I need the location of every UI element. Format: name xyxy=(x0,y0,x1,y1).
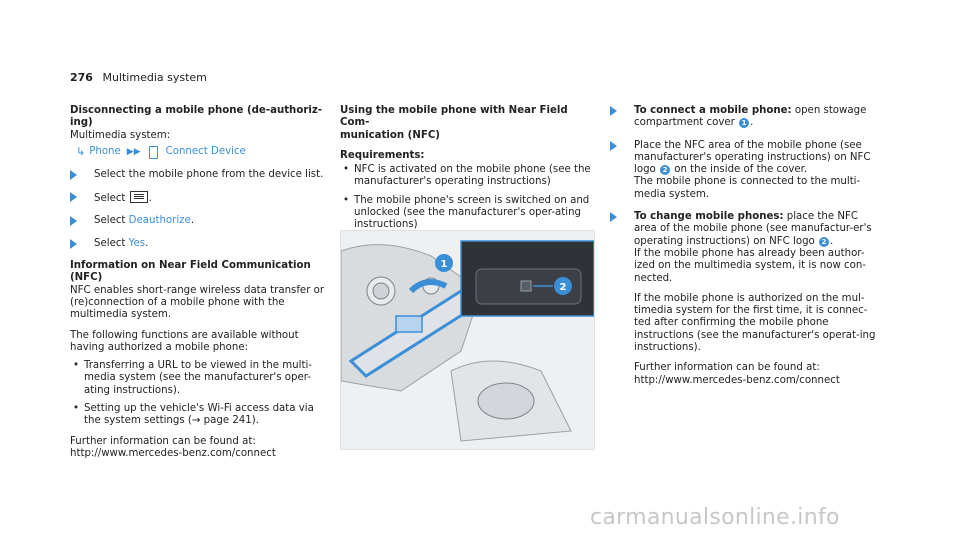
nav-path xyxy=(70,146,330,159)
step-select-yes xyxy=(70,238,330,250)
step-triangle-icon xyxy=(610,212,617,222)
console-illustration xyxy=(340,230,595,450)
deauthorize-link[interactable]: Deauthorize xyxy=(128,215,191,227)
further-info: Further information can be found at: http://www.mercedes-benz.com/connect xyxy=(70,435,276,459)
nav-phone-link[interactable]: Phone xyxy=(89,146,121,158)
step-result: The mobile phone is connected to the multi-media system. xyxy=(634,176,861,200)
callout-2: 2 xyxy=(559,282,567,293)
list-item: • Setting up the vehicle's Wi-Fi access data via the system settings (→ page 241). xyxy=(70,403,330,428)
step-triangle-icon xyxy=(70,170,77,180)
functions-intro: The following functions are available without having authorized a mobile phone: xyxy=(70,329,299,353)
step-text: Select xyxy=(94,215,129,227)
step-text: Select the mobile phone from the device list. xyxy=(94,168,324,180)
phone-icon xyxy=(149,146,158,159)
page-header xyxy=(70,71,207,84)
step-text: Select xyxy=(94,237,129,249)
callout-badge: 2 xyxy=(660,165,670,175)
step-triangle-icon xyxy=(610,141,617,151)
disconnect-heading: Disconnecting a mobile phone (de-authoriz- ing) xyxy=(70,105,322,129)
step-triangle-icon xyxy=(70,216,77,226)
column-middle xyxy=(340,105,595,232)
step-select-menu xyxy=(70,191,330,205)
column-left xyxy=(70,105,330,460)
nav-arrow-icon: ↳ xyxy=(76,145,86,159)
step-triangle-icon xyxy=(70,239,77,249)
callout-badge: 2 xyxy=(819,237,829,247)
step-triangle-icon xyxy=(70,192,77,202)
requirements-list xyxy=(340,164,595,231)
step-place-phone xyxy=(610,140,880,201)
functions-list xyxy=(70,360,330,427)
list-item: • Transferring a URL to be viewed in the multi-media system (see the manufacturer's oper-ating instructions). xyxy=(70,360,330,397)
step-triangle-icon xyxy=(610,106,617,116)
step-text-end: . xyxy=(148,193,152,205)
yes-link[interactable]: Yes xyxy=(128,237,146,249)
step-result: If the mobile phone has already been author-ized on the multimedia system, it is now con-nected. xyxy=(634,247,867,284)
nfc-info-text: NFC enables short-range wireless data transfer or (re)connection of a mobile phone with the multimedia system. xyxy=(70,284,325,321)
step-text: Select xyxy=(94,193,129,205)
console-drawing xyxy=(341,231,594,449)
further-info: Further information can be found at: http://www.mercedes-benz.com/connect xyxy=(634,362,840,386)
menu-icon xyxy=(130,191,148,203)
step-select-deauthorize xyxy=(70,215,330,227)
watermark: carmanualsonline.info xyxy=(590,505,840,530)
step-connect: To connect a mobile phone: open stowage compartment cover 1 . xyxy=(610,105,880,130)
step-bold: To connect a mobile phone: xyxy=(634,105,792,116)
page-number: 276 xyxy=(70,71,93,84)
step-result: If the mobile phone is authorized on the mul-timedia system for the first time, it is connec-ted after confirming the mobile phone instructions (see the manufacturer's operat-ing instructions). xyxy=(634,292,876,354)
step-text: place the NFC area of the mobile phone (see manufactur-er's operating instructions) on NFC logo xyxy=(634,211,872,247)
step-change-phone xyxy=(610,211,880,387)
step-select-phone xyxy=(70,169,330,181)
step-bold: To change mobile phones: xyxy=(634,211,784,223)
step-text: open stowage compartment cover xyxy=(634,105,867,129)
callout-badge: 1 xyxy=(739,118,749,128)
section-title: Multimedia system xyxy=(102,71,207,84)
step-text-end: . xyxy=(145,237,149,249)
step-text: Place the NFC area of the mobile phone (see manufacturer's operating instructions) on NFC logo xyxy=(634,139,871,176)
step-text-end: . xyxy=(190,215,195,227)
intro-text: Multimedia system: xyxy=(70,129,171,141)
nav-connect-link[interactable]: Connect Device xyxy=(165,146,246,158)
double-chevron-icon: ▶▶ xyxy=(126,147,141,158)
nfc-info-heading: Information on Near Field Communication (NFC) xyxy=(70,260,311,284)
list-item: • NFC is activated on the mobile phone (see the manufacturer's operating instructions) xyxy=(340,164,595,189)
callout-1: 1 xyxy=(440,259,448,270)
requirements-heading: Requirements: xyxy=(340,149,425,161)
list-item: • The mobile phone's screen is switched on and unlocked (see the manufacturer's oper-ating instructions) xyxy=(340,195,595,232)
step-text-end: on the inside of the cover. xyxy=(671,164,808,176)
step-text-end: . xyxy=(830,235,834,247)
column-right xyxy=(610,105,880,387)
nfc-usage-heading: Using the mobile phone with Near Field Com- munication (NFC) xyxy=(340,105,568,141)
